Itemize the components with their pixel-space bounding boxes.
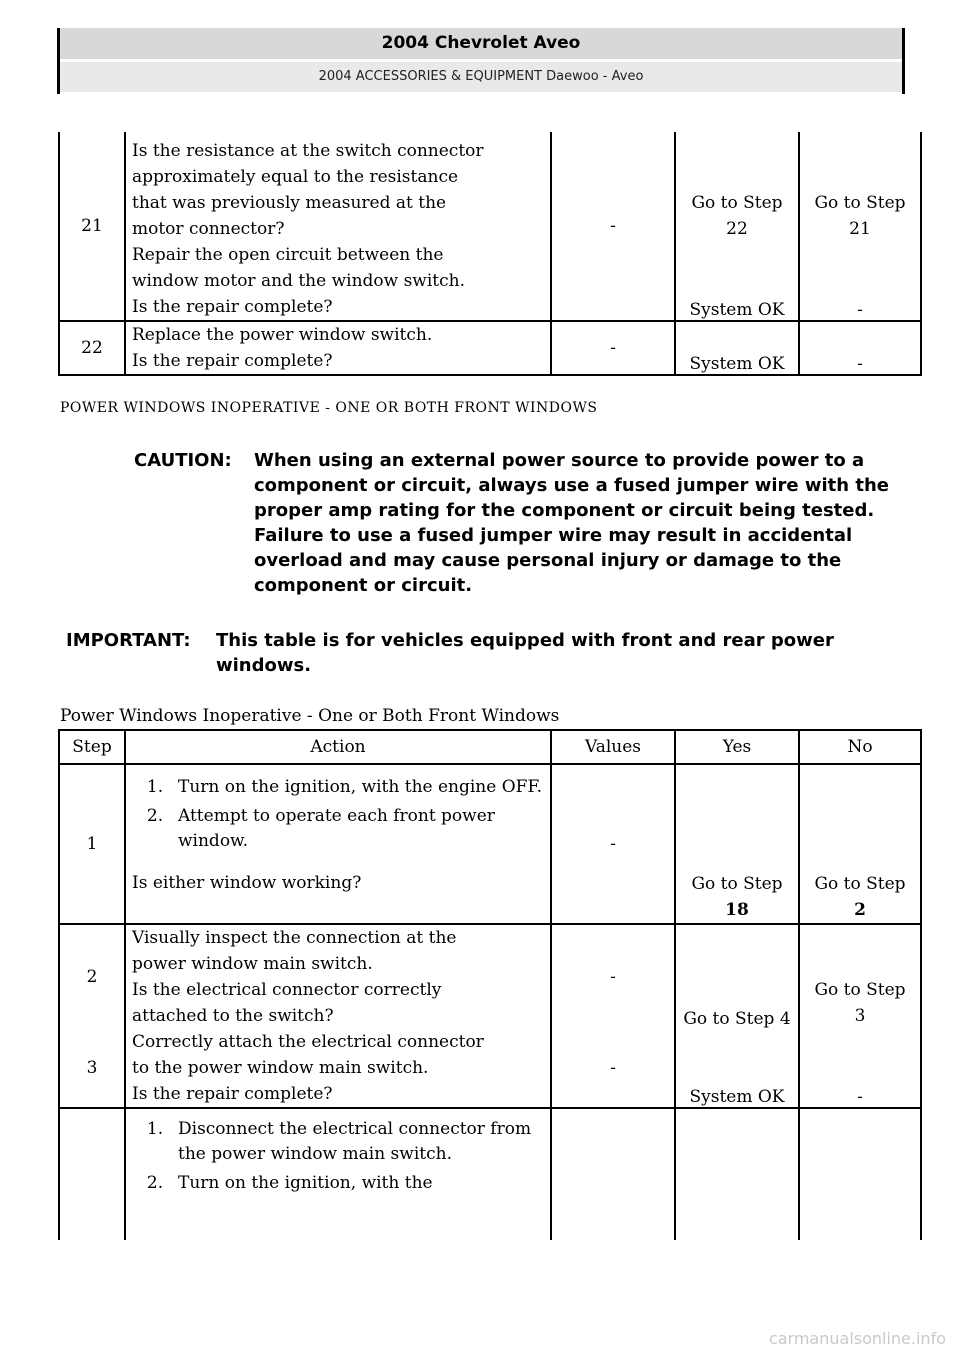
question-text: Is either window working? (132, 873, 362, 893)
yes-cell: Go to Step 18 (675, 764, 799, 924)
table-row (59, 1108, 921, 1240)
continued-diagnostic-table (58, 132, 922, 376)
important-text: This table is for vehicles equipped with front and rear power windows. (216, 630, 834, 676)
no-cell: Go to Step 3 (799, 924, 921, 1029)
list-item: 2. Attempt to operate each front power window. (146, 806, 495, 851)
table-row (59, 242, 921, 321)
column-header-values: Values (551, 730, 675, 764)
column-header-step: Step (59, 730, 125, 764)
values-cell: - (551, 132, 675, 321)
section-title: POWER WINDOWS INOPERATIVE - ONE OR BOTH FRONT WINDOWS (60, 400, 598, 416)
site-watermark: carmanualsonline.info (768, 1329, 946, 1348)
values-cell (551, 1108, 675, 1240)
procedure-list (132, 775, 544, 854)
caution-notice (134, 448, 904, 598)
no-cell: - (799, 242, 921, 321)
list-item: 2. Turn on the ignition, with the (146, 1173, 433, 1193)
document-subtitle: 2004 ACCESSORIES & EQUIPMENT Daewoo - Aveo (60, 62, 902, 92)
yes-cell: System OK (675, 242, 799, 321)
table-row (59, 321, 921, 375)
table-row (59, 924, 921, 1029)
yes-cell: Go to Step 22 (675, 132, 799, 242)
action-cell: Visually inspect the connection at the power window main switch. Is the electrical connector correctly attached to the switch? (125, 924, 551, 1029)
step-number: 1 (59, 764, 125, 924)
no-cell (799, 1108, 921, 1240)
step-number: 3 (59, 1029, 125, 1108)
step-number: 22 (59, 321, 125, 375)
list-item: 1. Turn on the ignition, with the engine OFF. (146, 777, 543, 797)
column-header-action: Action (125, 730, 551, 764)
important-label: IMPORTANT: (66, 630, 191, 651)
caution-text: When using an external power source to provide power to a component or circuit, always use a fused jumper wire with the proper amp rating for the component or circuit being tested. Failure to use a fused jumper wire may result in accidental overload and may cause personal injury or damage to the component or circuit. (254, 450, 889, 596)
action-cell: Repair the open circuit between the window motor and the window switch. Is the repair complete? (125, 242, 551, 321)
table-caption: Power Windows Inoperative - One or Both Front Windows (60, 706, 560, 726)
action-cell (125, 764, 551, 924)
list-item: 1. Disconnect the electrical connector from the power window main switch. (146, 1119, 532, 1164)
column-header-no: No (799, 730, 921, 764)
yes-cell: System OK (675, 321, 799, 375)
procedure-list (132, 1117, 544, 1196)
values-cell: - (551, 1029, 675, 1108)
document-header (57, 28, 905, 94)
table-row (59, 1029, 921, 1108)
diagnostic-table (58, 729, 922, 1240)
table-row (59, 764, 921, 924)
no-cell: - (799, 321, 921, 375)
table-header-row (59, 730, 921, 764)
important-notice (66, 628, 866, 678)
values-cell: - (551, 321, 675, 375)
step-number: 21 (59, 132, 125, 321)
caution-label: CAUTION: (134, 450, 232, 471)
yes-cell: Go to Step 4 (675, 924, 799, 1029)
action-cell: Replace the power window switch. Is the repair complete? (125, 321, 551, 375)
action-cell (125, 1108, 551, 1240)
values-cell: - (551, 764, 675, 924)
no-cell: Go to Step 21 (799, 132, 921, 242)
action-cell: Is the resistance at the switch connector approximately equal to the resistance that was previously measured at the motor connector? (125, 132, 551, 242)
column-header-yes: Yes (675, 730, 799, 764)
no-cell: Go to Step 2 (799, 764, 921, 924)
yes-cell (675, 1108, 799, 1240)
action-cell: Correctly attach the electrical connector to the power window main switch. Is the repair complete? (125, 1029, 551, 1108)
document-title: 2004 Chevrolet Aveo (60, 28, 902, 59)
yes-cell: System OK (675, 1029, 799, 1108)
no-cell: - (799, 1029, 921, 1108)
step-number: 2 (59, 924, 125, 1029)
table-row (59, 132, 921, 242)
step-number (59, 1108, 125, 1240)
values-cell: - (551, 924, 675, 1029)
